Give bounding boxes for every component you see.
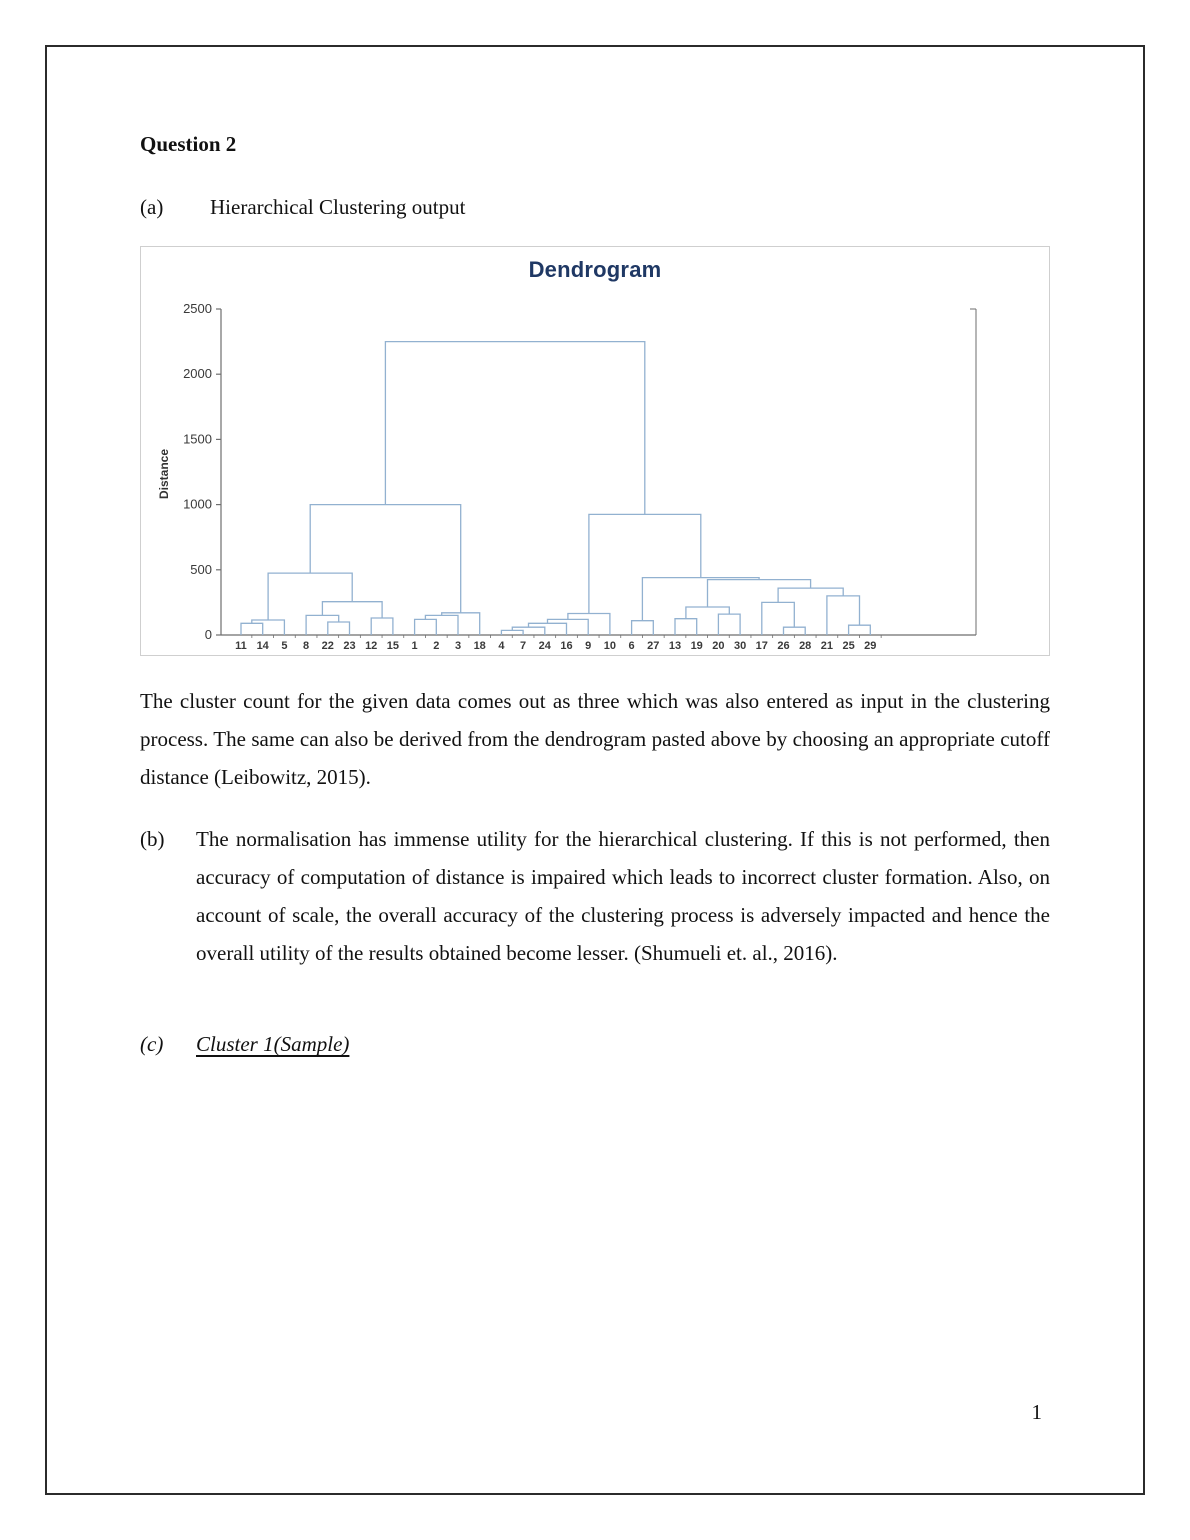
svg-text:19: 19 — [690, 640, 703, 652]
part-a-label: (a) — [140, 195, 164, 219]
svg-text:1500: 1500 — [183, 431, 212, 447]
paragraph-cluster-count: The cluster count for the given data comes out as three which was also entered as input in the clustering process. The same can also be derived from the dendrogram pasted above by choosing an appropriate cutoff distance (Leibowitz, 2015). — [140, 689, 1050, 789]
chart-title: Dendrogram — [528, 257, 662, 282]
svg-text:14: 14 — [256, 640, 269, 652]
part-a-title: Hierarchical Clustering output — [210, 195, 466, 219]
svg-text:12: 12 — [365, 640, 378, 652]
svg-text:0: 0 — [204, 627, 212, 642]
svg-text:8: 8 — [303, 640, 310, 652]
dendrogram-plot — [141, 247, 1049, 655]
svg-text:22: 22 — [321, 640, 334, 652]
svg-text:26: 26 — [777, 640, 790, 652]
part-b-text: The normalisation has immense utility for the hierarchical clustering. If this is not performed, then accuracy of computation of distance is impaired which leads to incorrect cluster formation. Also, on account of scale, the overall accuracy of the clustering process is adversely impacted and hence the overall utility of the results obtained become lesser. (Shumueli et. al., 2016). — [196, 827, 1050, 965]
part-b-row — [140, 820, 1050, 972]
svg-text:27: 27 — [647, 640, 660, 652]
svg-text:13: 13 — [668, 640, 682, 652]
svg-text:6: 6 — [628, 640, 635, 652]
svg-text:2: 2 — [433, 640, 440, 652]
svg-text:18: 18 — [473, 640, 486, 652]
part-b-label: (b) — [140, 827, 165, 851]
svg-text:28: 28 — [799, 640, 812, 652]
svg-text:7: 7 — [520, 640, 527, 652]
svg-text:15: 15 — [386, 640, 400, 652]
svg-text:21: 21 — [820, 640, 834, 652]
svg-text:24: 24 — [538, 640, 551, 652]
svg-text:500: 500 — [190, 561, 212, 577]
svg-text:25: 25 — [842, 640, 855, 652]
svg-text:29: 29 — [864, 640, 877, 652]
svg-text:9: 9 — [585, 640, 592, 652]
svg-text:20: 20 — [712, 640, 725, 652]
svg-text:11: 11 — [235, 640, 247, 652]
part-c-label: (c) — [140, 1032, 164, 1056]
svg-text:30: 30 — [733, 640, 747, 652]
dendrogram-figure — [140, 246, 1050, 656]
svg-text:2500: 2500 — [183, 301, 212, 316]
svg-text:1: 1 — [411, 640, 418, 652]
question-heading: Question 2 — [140, 132, 237, 156]
svg-text:10: 10 — [603, 640, 617, 652]
chart-y-axis-label: Distance — [157, 448, 171, 499]
document-content — [140, 132, 1050, 1057]
part-c-title: Cluster 1(Sample) — [196, 1032, 350, 1056]
svg-text:5: 5 — [281, 640, 288, 652]
svg-text:23: 23 — [343, 640, 356, 652]
svg-text:3: 3 — [454, 640, 462, 652]
part-a-row — [140, 195, 1050, 220]
svg-text:4: 4 — [498, 640, 505, 652]
part-c-row — [140, 1032, 1050, 1057]
svg-text:2000: 2000 — [183, 366, 212, 382]
page-number: 1 — [1031, 1400, 1042, 1424]
svg-text:17: 17 — [755, 640, 768, 652]
svg-text:1000: 1000 — [183, 496, 212, 512]
svg-text:16: 16 — [560, 640, 573, 652]
